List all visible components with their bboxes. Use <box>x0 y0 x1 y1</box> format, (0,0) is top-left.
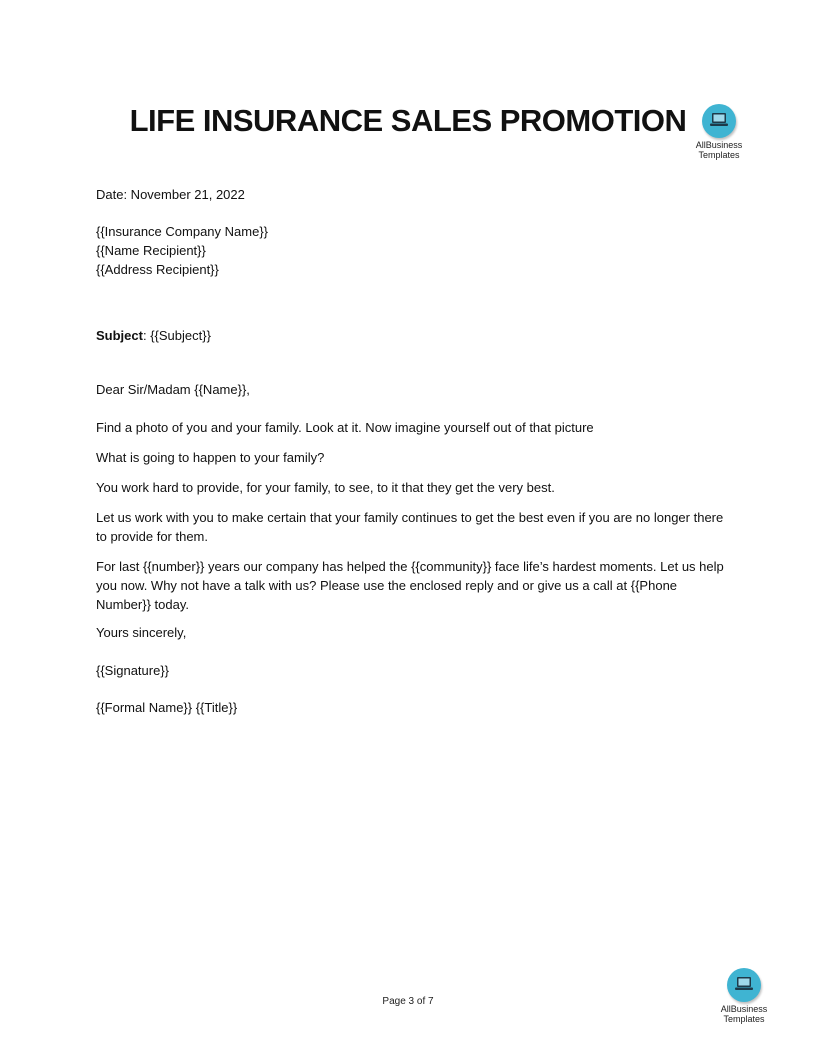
allbusiness-logo-bottom <box>709 968 779 1024</box>
logo-brand-line2: Templates <box>698 150 740 160</box>
closing: Yours sincerely, <box>96 625 187 640</box>
logo-brand-line1: AllBusiness <box>695 140 743 150</box>
letter-date: Date: November 21, 2022 <box>96 187 245 202</box>
laptop-icon <box>702 104 736 138</box>
logo-brand-line2: Templates <box>723 1014 765 1024</box>
paragraph-2: What is going to happen to your family? <box>96 450 325 465</box>
subject-label: Subject <box>96 328 143 343</box>
recipient-address: {{Address Recipient}} <box>96 262 219 277</box>
laptop-icon <box>727 968 761 1002</box>
recipient-name: {{Name Recipient}} <box>96 243 206 258</box>
paragraph-1: Find a photo of you and your family. Look at it. Now imagine yourself out of that picture <box>96 420 594 435</box>
greeting: Dear Sir/Madam {{Name}}, <box>96 382 250 397</box>
subject-value: : {{Subject}} <box>142 328 211 343</box>
page-title: LIFE INSURANCE SALES PROMOTION <box>129 103 687 138</box>
subject-line <box>96 328 211 343</box>
paragraph-4: Let us work with you to make certain that your family continues to get the best even if you are no longer there to provide for them. <box>96 510 724 544</box>
signoff: {{Formal Name}} {{Title}} <box>96 700 238 715</box>
paragraph-3: You work hard to provide, for your family, to see, to it that they get the very best. <box>96 480 555 495</box>
paragraph-5: For last {{number}} years our company has helped the {{community}} face life’s hardest moments. Let us help you now. Why not have a talk with us? Please use the enclosed reply and or give us a call at {{Phone Number}} today. <box>96 559 724 612</box>
allbusiness-logo-top <box>684 104 754 160</box>
signature: {{Signature}} <box>96 663 170 678</box>
logo-brand-line1: AllBusiness <box>720 1004 768 1014</box>
company-name: {{Insurance Company Name}} <box>96 224 268 239</box>
page-indicator: Page 3 of 7 <box>382 996 434 1007</box>
